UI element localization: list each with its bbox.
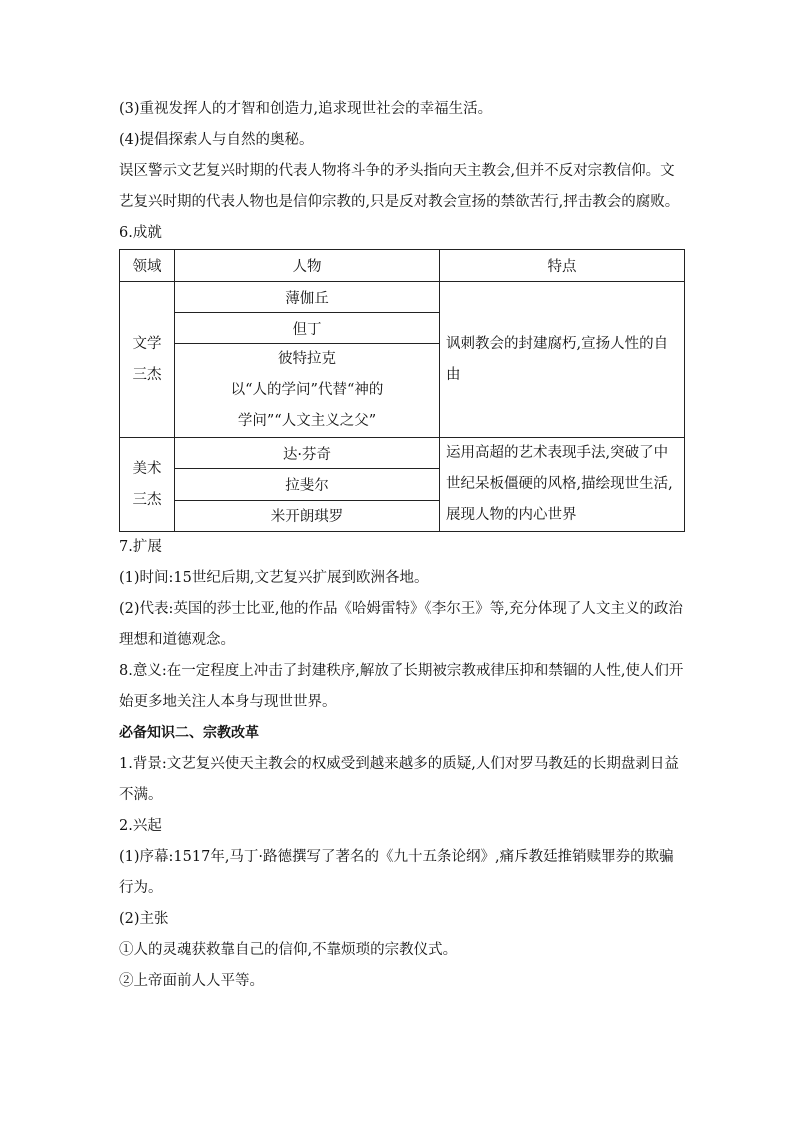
expansion-time: (1)时间:15世纪后期,文艺复兴扩展到欧洲各地。 bbox=[119, 570, 429, 586]
domain-art bbox=[120, 438, 175, 532]
table-row bbox=[120, 282, 685, 313]
table-header-row bbox=[120, 250, 685, 282]
person-michelangelo: 米开朗琪罗 bbox=[175, 500, 440, 531]
person-petrarch-name: 彼特拉克 bbox=[278, 351, 336, 367]
feature-literature: 讽刺教会的封建腐朽,宣扬人性的自由 bbox=[440, 282, 685, 438]
header-domain: 领域 bbox=[120, 250, 175, 282]
reformation-rise-heading: 2.兴起 bbox=[119, 818, 162, 834]
domain-art-line2: 三杰 bbox=[132, 491, 162, 508]
person-raphael: 拉斐尔 bbox=[175, 469, 440, 500]
paragraph-humanism-4: (4)提倡探索人与自然的奥秘。 bbox=[119, 132, 314, 148]
reformation-claim-2: ②上帝面前人人平等。 bbox=[119, 973, 264, 989]
person-da-vinci: 达·芬奇 bbox=[175, 438, 440, 469]
paragraph-humanism-3: (3)重视发挥人的才智和创造力,追求现世社会的幸福生活。 bbox=[119, 101, 493, 117]
person-petrarch-note-line1: 以“人的学问”代替“神的 bbox=[230, 382, 384, 398]
section-significance: 8.意义:在一定程度上冲击了封建秩序,解放了长期被宗教戒律压抑和禁锢的人性,使人们开始更多地关注人本身与现世世界。 bbox=[119, 663, 684, 710]
achievements-table bbox=[119, 249, 685, 532]
domain-literature-line1: 文学 bbox=[132, 335, 162, 352]
section-expansion-heading: 7.扩展 bbox=[119, 539, 162, 555]
misconception-warning: 误区警示文艺复兴时期的代表人物将斗争的矛头指向天主教会,但并不反对宗教信仰。文艺复兴时期的代表人物也是信仰宗教的,只是反对教会宣扬的禁欲苦行,抨击教会的腐败。 bbox=[119, 163, 680, 210]
header-people: 人物 bbox=[175, 250, 440, 282]
domain-literature bbox=[120, 282, 175, 438]
expansion-representative: (2)代表:英国的莎士比亚,他的作品《哈姆雷特》《李尔王》等,充分体现了人文主义的政治理想和道德观念。 bbox=[119, 601, 683, 648]
domain-literature-line2: 三杰 bbox=[132, 366, 162, 383]
reformation-claims-heading: (2)主张 bbox=[119, 911, 169, 927]
person-dante: 但丁 bbox=[175, 313, 440, 344]
section-reformation-title: 必备知识二、宗教改革 bbox=[119, 725, 259, 741]
reformation-prelude: (1)序幕:1517年,马丁·路德撰写了著名的《九十五条论纲》,痛斥教廷推销赎罪券的欺骗行为。 bbox=[119, 849, 674, 896]
person-petrarch-note-line2: 学问”“人文主义之父” bbox=[237, 413, 377, 429]
domain-art-line1: 美术 bbox=[132, 460, 162, 477]
person-boccaccio: 薄伽丘 bbox=[175, 282, 440, 313]
header-features: 特点 bbox=[440, 250, 685, 282]
section-achievements-heading: 6.成就 bbox=[119, 225, 162, 241]
reformation-background: 1.背景:文艺复兴使天主教会的权威受到越来越多的质疑,人们对罗马教廷的长期盘剥日益不满。 bbox=[119, 756, 679, 803]
reformation-claim-1: ①人的灵魂获救靠自己的信仰,不靠烦琐的宗教仪式。 bbox=[119, 942, 458, 958]
person-petrarch bbox=[175, 344, 440, 438]
document-page bbox=[119, 94, 685, 997]
table-row bbox=[120, 438, 685, 469]
feature-art: 运用高超的艺术表现手法,突破了中世纪呆板僵硬的风格,描绘现世生活,展现人物的内心世界 bbox=[440, 438, 685, 532]
